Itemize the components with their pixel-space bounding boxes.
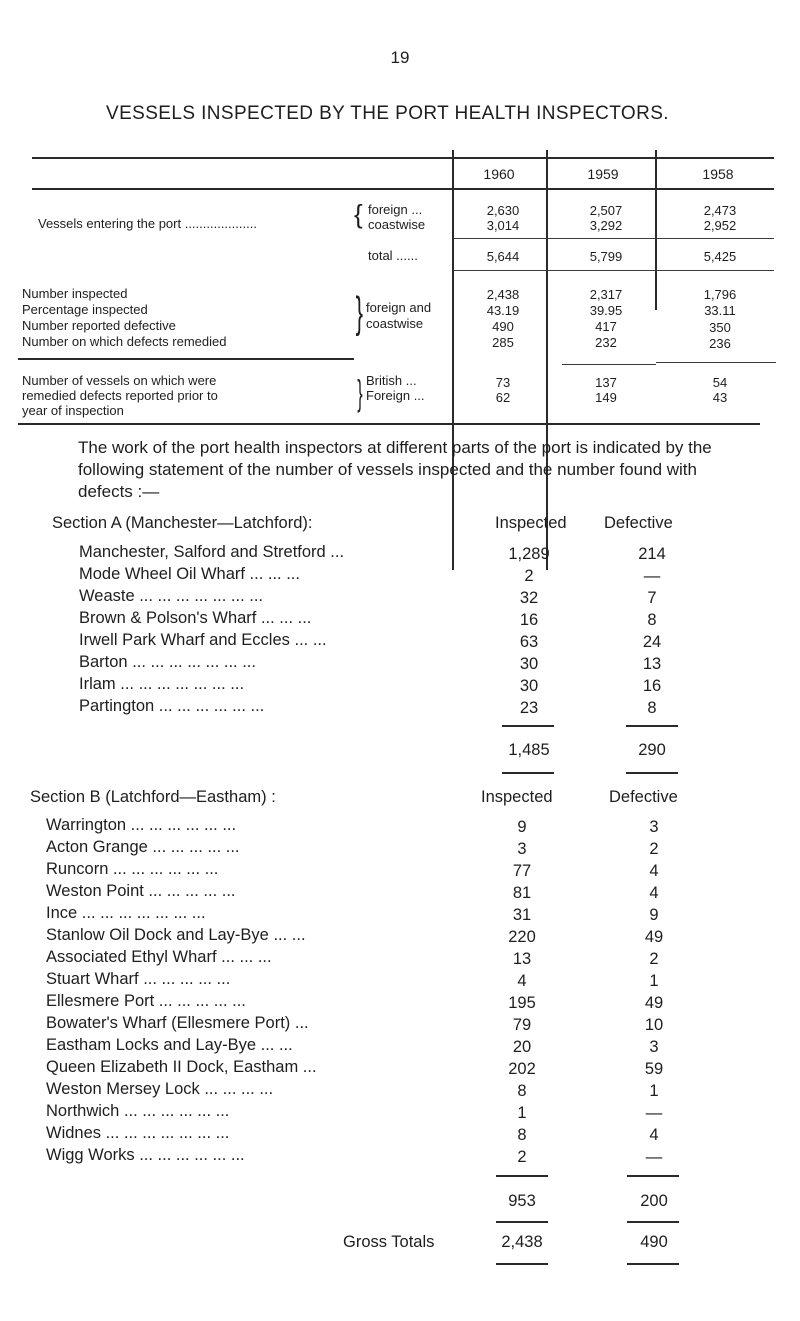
foreign-value: 2,630 xyxy=(486,203,520,218)
location-name: Manchester, Salford and Stretford ... xyxy=(79,543,345,561)
section-rule xyxy=(562,364,656,365)
table-top-rule xyxy=(32,157,774,159)
location-name: Runcorn ... ... ... ... ... ... xyxy=(46,860,219,878)
gross-total-inspected: 2,438 xyxy=(501,1233,543,1251)
inspected-count: 16 xyxy=(519,611,539,629)
section-total-defective: 200 xyxy=(640,1192,668,1210)
column-divider xyxy=(452,150,454,570)
foreign-vessels-value: 149 xyxy=(595,390,617,405)
foreign-value: 2,507 xyxy=(589,203,623,218)
defective-count: 4 xyxy=(649,1126,659,1144)
percentage-value: 33.11 xyxy=(704,303,736,318)
total-rule xyxy=(626,772,678,774)
column-header-inspected: Inspected xyxy=(495,514,567,532)
total-rule xyxy=(502,772,554,774)
section-heading: Section A (Manchester—Latchford): xyxy=(52,514,313,532)
prior-label: Number of vessels on which were xyxy=(22,373,217,388)
defective-count: 9 xyxy=(649,906,659,924)
column-divider xyxy=(655,150,657,310)
location-name: Ince ... ... ... ... ... ... ... xyxy=(46,904,206,922)
vessels-entering-label: Vessels entering the port .................... xyxy=(38,216,257,231)
foreign-vessels-value: 43 xyxy=(712,390,728,405)
remedied-value: 236 xyxy=(709,336,731,351)
section-rule xyxy=(656,362,776,363)
location-name: Ellesmere Port ... ... ... ... ... xyxy=(46,992,246,1010)
coastwise-value: 3,014 xyxy=(486,218,520,233)
gross-total-defective: 490 xyxy=(640,1233,668,1251)
defective-count: 3 xyxy=(649,1038,659,1056)
defective-count: 2 xyxy=(649,840,659,858)
inspected-value: 2,438 xyxy=(486,287,520,302)
location-name: Irlam ... ... ... ... ... ... ... xyxy=(79,675,245,693)
inspected-count: 32 xyxy=(519,589,539,607)
inspected-count: 63 xyxy=(519,633,539,651)
total-value: 5,799 xyxy=(589,249,623,264)
subtotal-rule xyxy=(454,238,774,239)
section-rule xyxy=(18,358,354,360)
inspected-count: 77 xyxy=(512,862,532,880)
brace-glyph: } xyxy=(357,372,363,413)
inspected-count: 202 xyxy=(508,1060,536,1078)
defective-count: 1 xyxy=(649,972,659,990)
prior-label: year of inspection xyxy=(22,403,124,418)
defective-count: 10 xyxy=(644,1016,664,1034)
inspected-count: 31 xyxy=(512,906,532,924)
section-total-inspected: 953 xyxy=(508,1192,536,1210)
brace-glyph: { xyxy=(354,199,363,229)
year-header: 1960 xyxy=(483,166,515,182)
inspected-count: 8 xyxy=(517,1082,527,1100)
coastwise-label: coastwise xyxy=(368,217,426,232)
inspected-value: 2,317 xyxy=(589,287,623,302)
inspected-count: 2 xyxy=(517,1148,527,1166)
defective-count: 49 xyxy=(644,928,664,946)
coastwise-value: 2,952 xyxy=(703,218,737,233)
location-name: Stuart Wharf ... ... ... ... ... xyxy=(46,970,231,988)
percentage-value: 39.95 xyxy=(589,303,623,318)
defective-count: — xyxy=(645,1104,663,1122)
british-label: British ... xyxy=(366,373,417,388)
location-name: Eastham Locks and Lay-Bye ... ... xyxy=(46,1036,293,1054)
defective-count: 1 xyxy=(649,1082,659,1100)
location-name: Stanlow Oil Dock and Lay-Bye ... ... xyxy=(46,926,306,944)
defective-value: 490 xyxy=(492,319,514,334)
header-rule xyxy=(32,188,774,190)
inspected-count: 30 xyxy=(519,677,539,695)
foreign-vessels-label: Foreign ... xyxy=(366,388,425,403)
inspected-count: 220 xyxy=(508,928,536,946)
defective-count: 8 xyxy=(647,699,657,717)
gross-totals-label: Gross Totals xyxy=(343,1233,435,1251)
defective-count: — xyxy=(645,1148,663,1166)
british-value: 54 xyxy=(712,375,728,390)
defective-count: 214 xyxy=(638,545,666,563)
row-label: Number inspected xyxy=(22,286,128,301)
location-name: Acton Grange ... ... ... ... ... xyxy=(46,838,240,856)
british-value: 137 xyxy=(595,375,617,390)
inspected-count: 3 xyxy=(517,840,527,858)
page-title: VESSELS INSPECTED BY THE PORT HEALTH INSPECTORS. xyxy=(106,103,669,124)
prior-label: remedied defects reported prior to xyxy=(22,388,218,403)
defective-count: 2 xyxy=(649,950,659,968)
location-name: Mode Wheel Oil Wharf ... ... ... xyxy=(79,565,300,583)
percentage-value: 43.19 xyxy=(486,303,520,318)
inspected-count: 4 xyxy=(517,972,527,990)
row-label: Percentage inspected xyxy=(22,302,148,317)
row-label: Number on which defects remedied xyxy=(22,334,227,349)
year-header: 1958 xyxy=(702,166,734,182)
row-label: Number reported defective xyxy=(22,318,176,333)
subtotal-rule xyxy=(454,270,774,271)
remedied-value: 232 xyxy=(595,335,617,350)
inspected-count: 2 xyxy=(524,567,534,585)
section-total-defective: 290 xyxy=(638,741,666,759)
inspected-count: 30 xyxy=(519,655,539,673)
foreign-vessels-value: 62 xyxy=(495,390,511,405)
location-name: Barton ... ... ... ... ... ... ... xyxy=(79,653,256,671)
location-name: Wigg Works ... ... ... ... ... ... xyxy=(46,1146,245,1164)
section-heading: Section B (Latchford—Eastham) : xyxy=(30,788,276,806)
defective-count: 4 xyxy=(649,884,659,902)
remedied-value: 285 xyxy=(492,335,514,350)
defective-count: 7 xyxy=(647,589,657,607)
inspected-count: 20 xyxy=(512,1038,532,1056)
inspected-count: 1,289 xyxy=(508,545,550,563)
defective-count: 8 xyxy=(647,611,657,629)
location-name: Weaste ... ... ... ... ... ... ... xyxy=(79,587,263,605)
location-name: Brown & Polson's Wharf ... ... ... xyxy=(79,609,312,627)
location-name: Bowater's Wharf (Ellesmere Port) ... xyxy=(46,1014,309,1032)
inspected-count: 9 xyxy=(517,818,527,836)
location-name: Partington ... ... ... ... ... ... xyxy=(79,697,265,715)
inspected-count: 81 xyxy=(512,884,532,902)
inspected-count: 1 xyxy=(517,1104,527,1122)
inspected-count: 195 xyxy=(508,994,536,1012)
defective-count: 3 xyxy=(649,818,659,836)
page-number: 19 xyxy=(390,48,410,67)
total-rule xyxy=(496,1175,548,1177)
year-header: 1959 xyxy=(587,166,619,182)
defective-count: 16 xyxy=(642,677,662,695)
inspected-count: 8 xyxy=(517,1126,527,1144)
defective-value: 417 xyxy=(595,319,617,334)
brace-glyph: } xyxy=(355,288,364,337)
foreign-value: 2,473 xyxy=(703,203,737,218)
total-value: 5,425 xyxy=(703,249,737,264)
total-rule xyxy=(502,725,554,727)
total-rule xyxy=(627,1175,679,1177)
location-name: Warrington ... ... ... ... ... ... xyxy=(46,816,237,834)
defective-value: 350 xyxy=(709,320,731,335)
intro-paragraph: The work of the port health inspectors at different parts of the port is indicated by the following statement of the number of vessels inspected and the number found with defects :— xyxy=(78,438,712,501)
location-name: Queen Elizabeth II Dock, Eastham ... xyxy=(46,1058,317,1076)
location-name: Irwell Park Wharf and Eccles ... ... xyxy=(79,631,327,649)
location-name: Widnes ... ... ... ... ... ... ... xyxy=(46,1124,230,1142)
location-name: Associated Ethyl Wharf ... ... ... xyxy=(46,948,272,966)
location-name: Weston Point ... ... ... ... ... xyxy=(46,882,236,900)
defective-count: 49 xyxy=(644,994,664,1012)
location-name: Weston Mersey Lock ... ... ... ... xyxy=(46,1080,274,1098)
total-value: 5,644 xyxy=(486,249,520,264)
column-header-inspected: Inspected xyxy=(481,788,553,806)
defective-count: 4 xyxy=(649,862,659,880)
table-bottom-rule xyxy=(18,423,760,425)
total-rule xyxy=(496,1263,548,1265)
foreign-and-label: foreign and xyxy=(366,300,432,315)
location-name: Northwich ... ... ... ... ... ... xyxy=(46,1102,230,1120)
total-rule xyxy=(626,725,678,727)
british-value: 73 xyxy=(495,375,511,390)
inspected-count: 23 xyxy=(519,699,539,717)
total-rule xyxy=(627,1221,679,1223)
coastwise-group-label: coastwise xyxy=(366,316,424,331)
inspected-count: 79 xyxy=(512,1016,532,1034)
column-header-defective: Defective xyxy=(604,514,673,532)
inspected-count: 13 xyxy=(512,950,532,968)
total-rule xyxy=(496,1221,548,1223)
column-header-defective: Defective xyxy=(609,788,678,806)
total-rule xyxy=(627,1263,679,1265)
total-label: total ...... xyxy=(368,248,418,263)
defective-count: 13 xyxy=(642,655,662,673)
foreign-label: foreign ... xyxy=(368,202,423,217)
coastwise-value: 3,292 xyxy=(589,218,623,233)
inspected-value: 1,796 xyxy=(703,287,737,302)
defective-count: 24 xyxy=(642,633,662,651)
defective-count: — xyxy=(643,567,661,585)
section-total-inspected: 1,485 xyxy=(508,741,550,759)
defective-count: 59 xyxy=(644,1060,664,1078)
